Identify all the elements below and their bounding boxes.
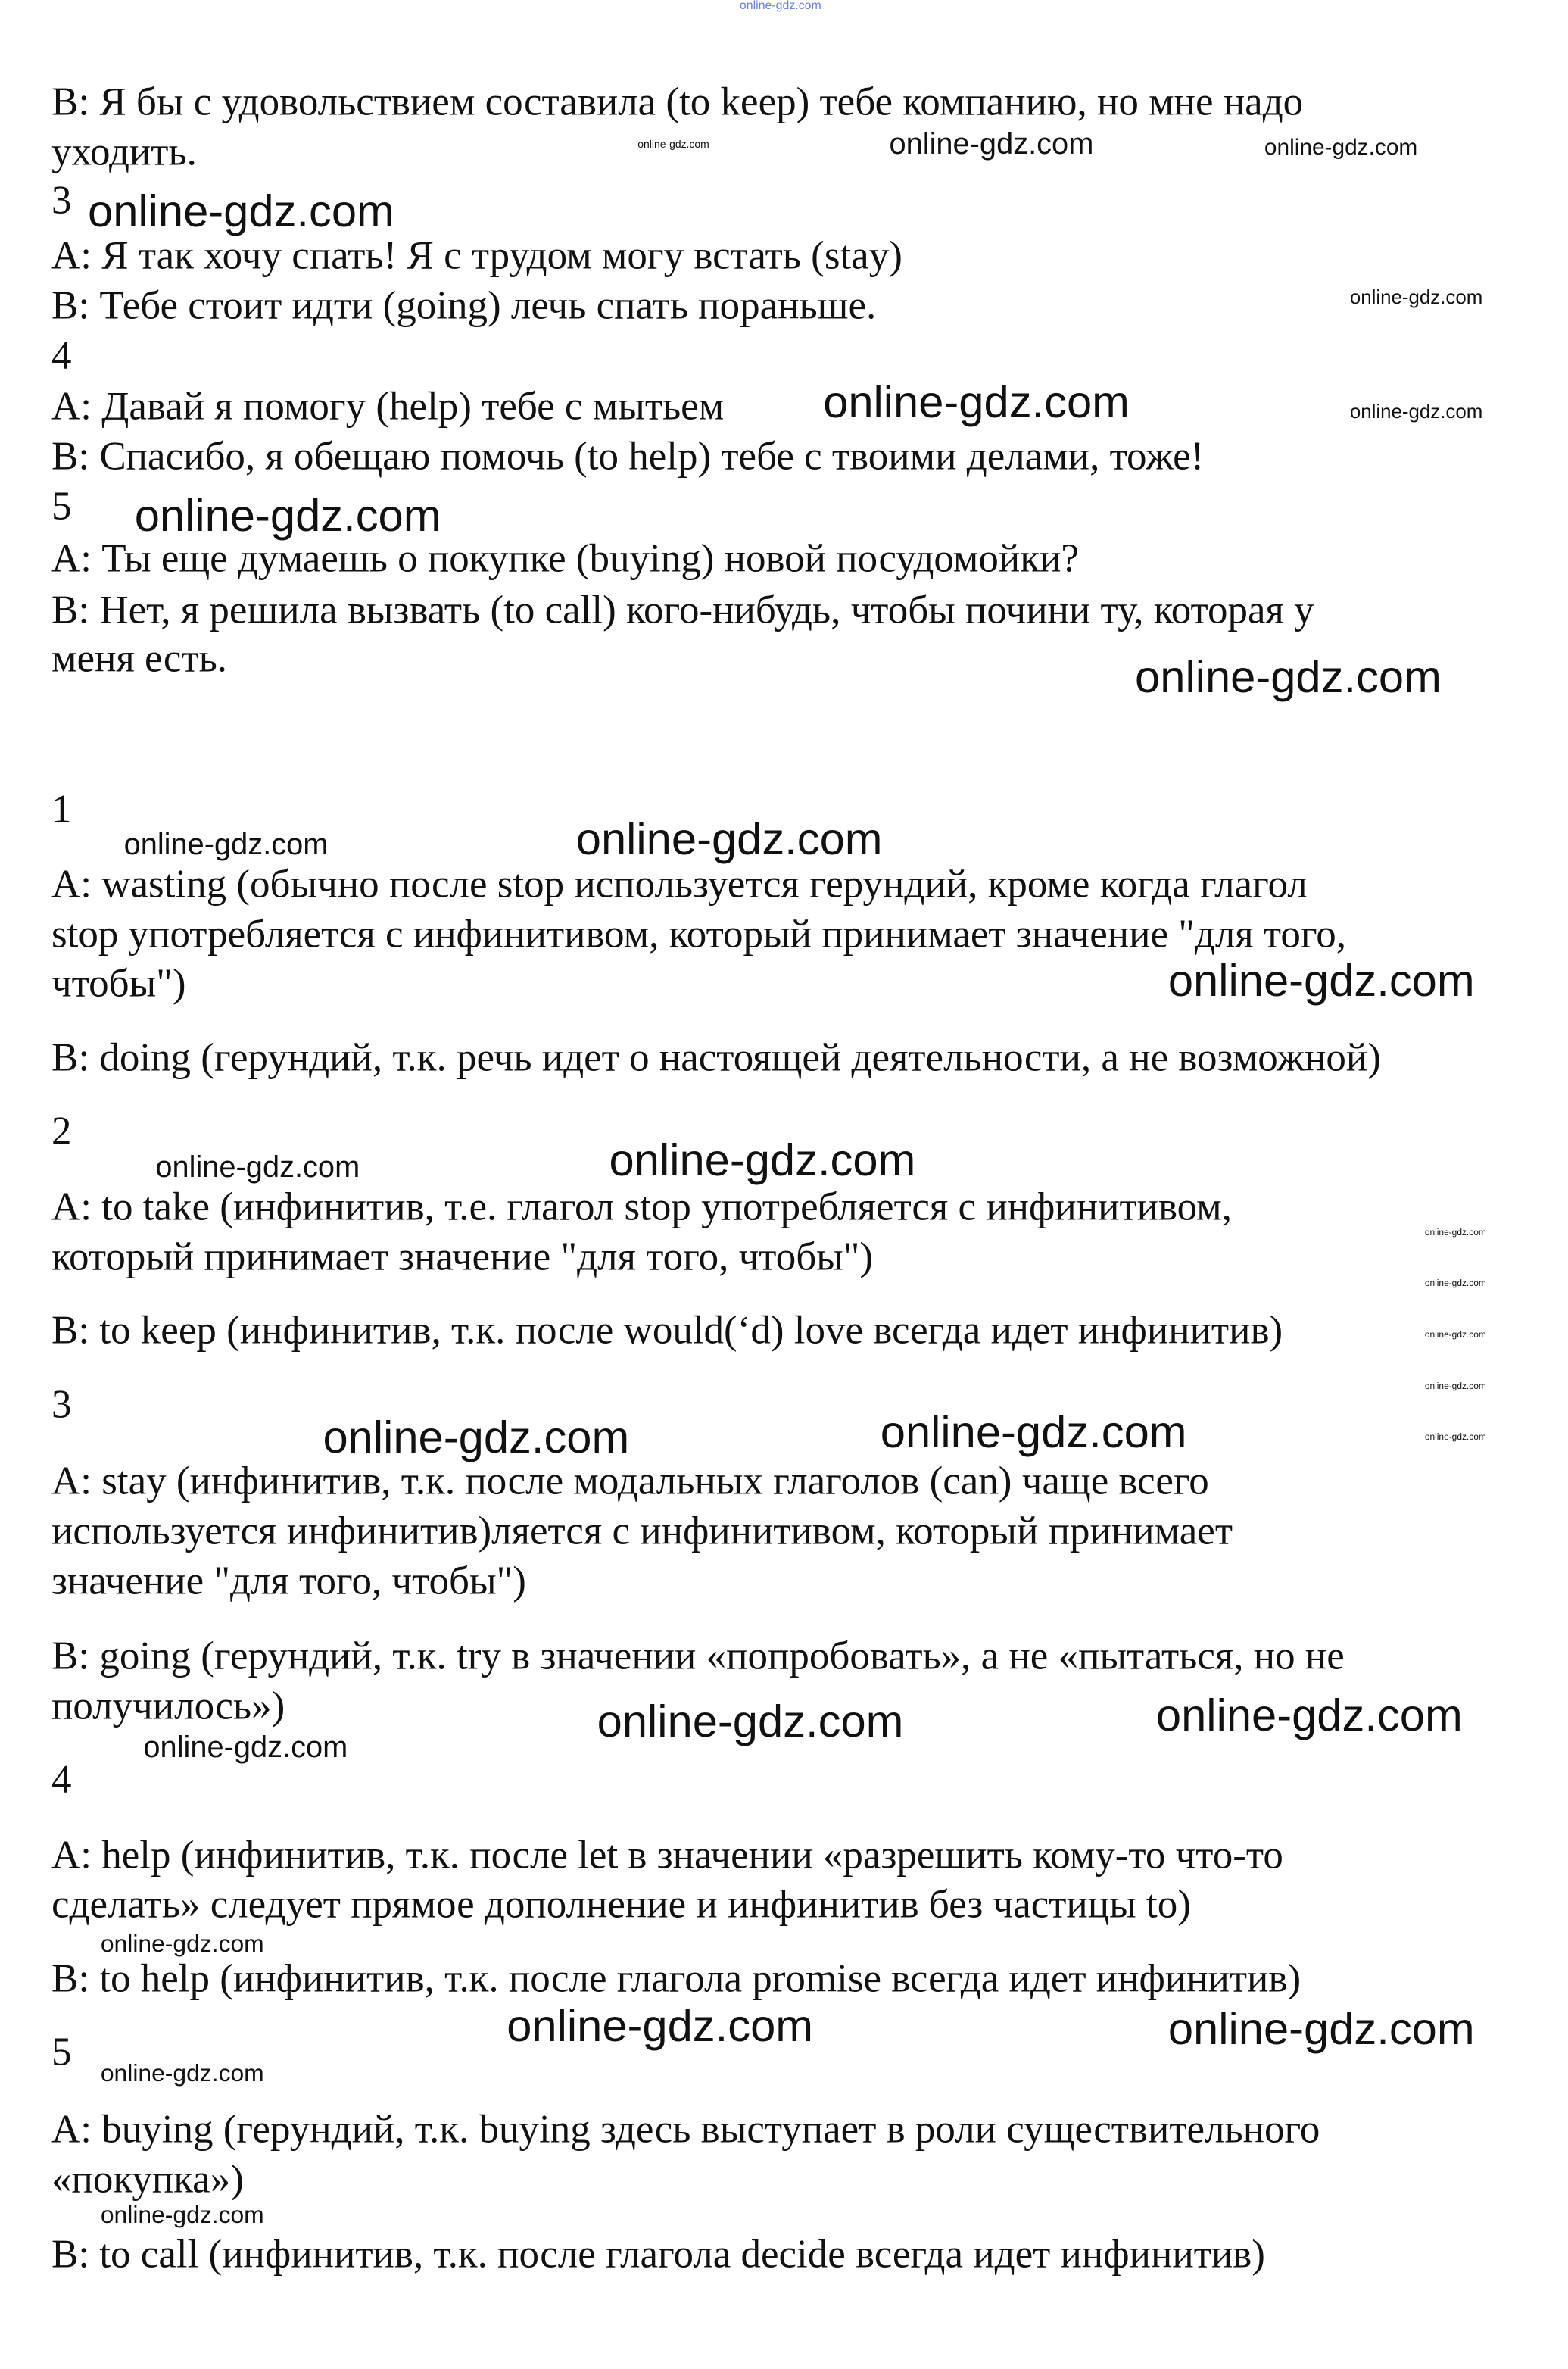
text-line: сделать» следует прямое дополнение и инфинитив без частицы to) [51,1882,1191,1927]
text-line: «покупка») [51,2157,244,2202]
text-line: B: going (герундий, т.к. try в значении «попробовать», а не «пытаться, но не [51,1634,1345,1678]
text-line: B: Спасибо, я обещаю помочь (to help) тебе с твоими делами, тоже! [51,434,1205,479]
watermark-text: online-gdz.com [1349,401,1483,423]
watermark-text: online-gdz.com [100,2201,264,2229]
text-line: значение "для того, чтобы") [51,1559,526,1603]
text-line: B: to keep (инфинитив, т.к. после would(‘d) love всегда идет инфинитив) [51,1308,1283,1353]
exercise-number: 2 [51,1109,72,1153]
watermark-text: online-gdz.com [1424,1278,1486,1289]
watermark-text: online-gdz.com [597,1695,904,1746]
text-line: B: Я бы с удовольствием составила (to keep) тебе компанию, но мне надо [51,80,1304,124]
watermark-text: online-gdz.com [1424,1226,1486,1238]
text-line: получилось») [51,1684,285,1728]
watermark-text: online-gdz.com [134,489,441,541]
text-line: B: doing (герундий, т.к. речь идет о настоящей деятельности, а не возможной) [51,1035,1381,1080]
watermark-text: online-gdz.com [143,1731,348,1765]
watermark-text: online-gdz.com [100,2059,264,2087]
exercise-number: 4 [51,1757,72,1802]
watermark-text: online-gdz.com [155,1150,360,1184]
watermark-text: online-gdz.com [100,1930,264,1958]
watermark-text: online-gdz.com [123,828,329,862]
watermark-text: online-gdz.com [1424,1380,1486,1391]
text-line: A: Я так хочу спать! Я с трудом могу встать (stay) [51,233,902,278]
text-line: используется инфинитив)ляется с инфинитивом, который принимает [51,1509,1233,1553]
watermark-text: online-gdz.com [889,127,1094,161]
watermark-text: online-gdz.com [1264,135,1418,161]
text-line: уходить. [51,130,197,174]
text-line: B: Нет, я решила вызвать (to call) кого-нибудь, чтобы почини ту, которая у [51,588,1314,632]
watermark-text: online-gdz.com [507,1999,813,2051]
text-line: который принимает значение "для того, чтобы") [51,1234,874,1279]
exercise-number: 3 [51,1382,72,1427]
watermark-text: online-gdz.com [1349,287,1483,309]
watermark-text: online-gdz.com [609,1135,916,1186]
text-line: меня есть. [51,636,228,681]
text-line: A: help (инфинитив, т.к. после let в значении «разрешить кому-то что-то [51,1833,1283,1877]
text-line: A: to take (инфинитив, т.е. глагол stop употребляется с инфинитивом, [51,1184,1232,1229]
watermark-text: online-gdz.com [1167,2002,1475,2054]
text-line: A: buying (герундий, т.к. buying здесь выступает в роли существительного [51,2107,1320,2152]
watermark-text: online-gdz.com [1424,1431,1486,1443]
text-line: чтобы") [51,961,186,1006]
exercise-number: 3 [51,178,72,223]
text-line: A: Давай я помогу (help) тебе с мытьем [51,384,725,429]
watermark-text: online-gdz.com [1167,955,1475,1007]
watermark-text: online-gdz.com [323,1412,630,1463]
text-line: stop употребляется с инфинитивом, который принимает значение "для того, [51,912,1347,957]
text-line: A: Ты еще думаешь о покупке (buying) новой посудомойки? [51,536,1079,581]
exercise-number: 5 [51,484,72,529]
text-line: A: wasting (обычно после stop используется герундий, кроме когда глагол [51,862,1308,907]
text-line: B: Тебе стоит идти (going) лечь спать пораньше. [51,283,877,328]
watermark-text: online-gdz.com [88,185,394,236]
watermark-text: online-gdz.com [823,376,1130,428]
text-line: B: to help (инфинитив, т.к. после глагола promise всегда идет инфинитив) [51,1956,1301,2001]
text-line: B: to call (инфинитив, т.к. после глагола decide всегда идет инфинитив) [51,2232,1265,2277]
exercise-number: 1 [51,787,72,832]
watermark-text: online-gdz.com [1155,1689,1463,1740]
text-line: A: stay (инфинитив, т.к. после модальных глаголов (can) чаще всего [51,1459,1209,1503]
exercise-number: 5 [51,2030,72,2074]
watermark-text: online-gdz.com [739,0,821,12]
watermark-text: online-gdz.com [1424,1329,1486,1341]
exercise-number: 4 [51,333,72,378]
watermark-text: online-gdz.com [880,1406,1187,1457]
watermark-text: online-gdz.com [1135,651,1442,702]
watermark-text: online-gdz.com [637,138,709,151]
watermark-text: online-gdz.com [575,813,883,865]
